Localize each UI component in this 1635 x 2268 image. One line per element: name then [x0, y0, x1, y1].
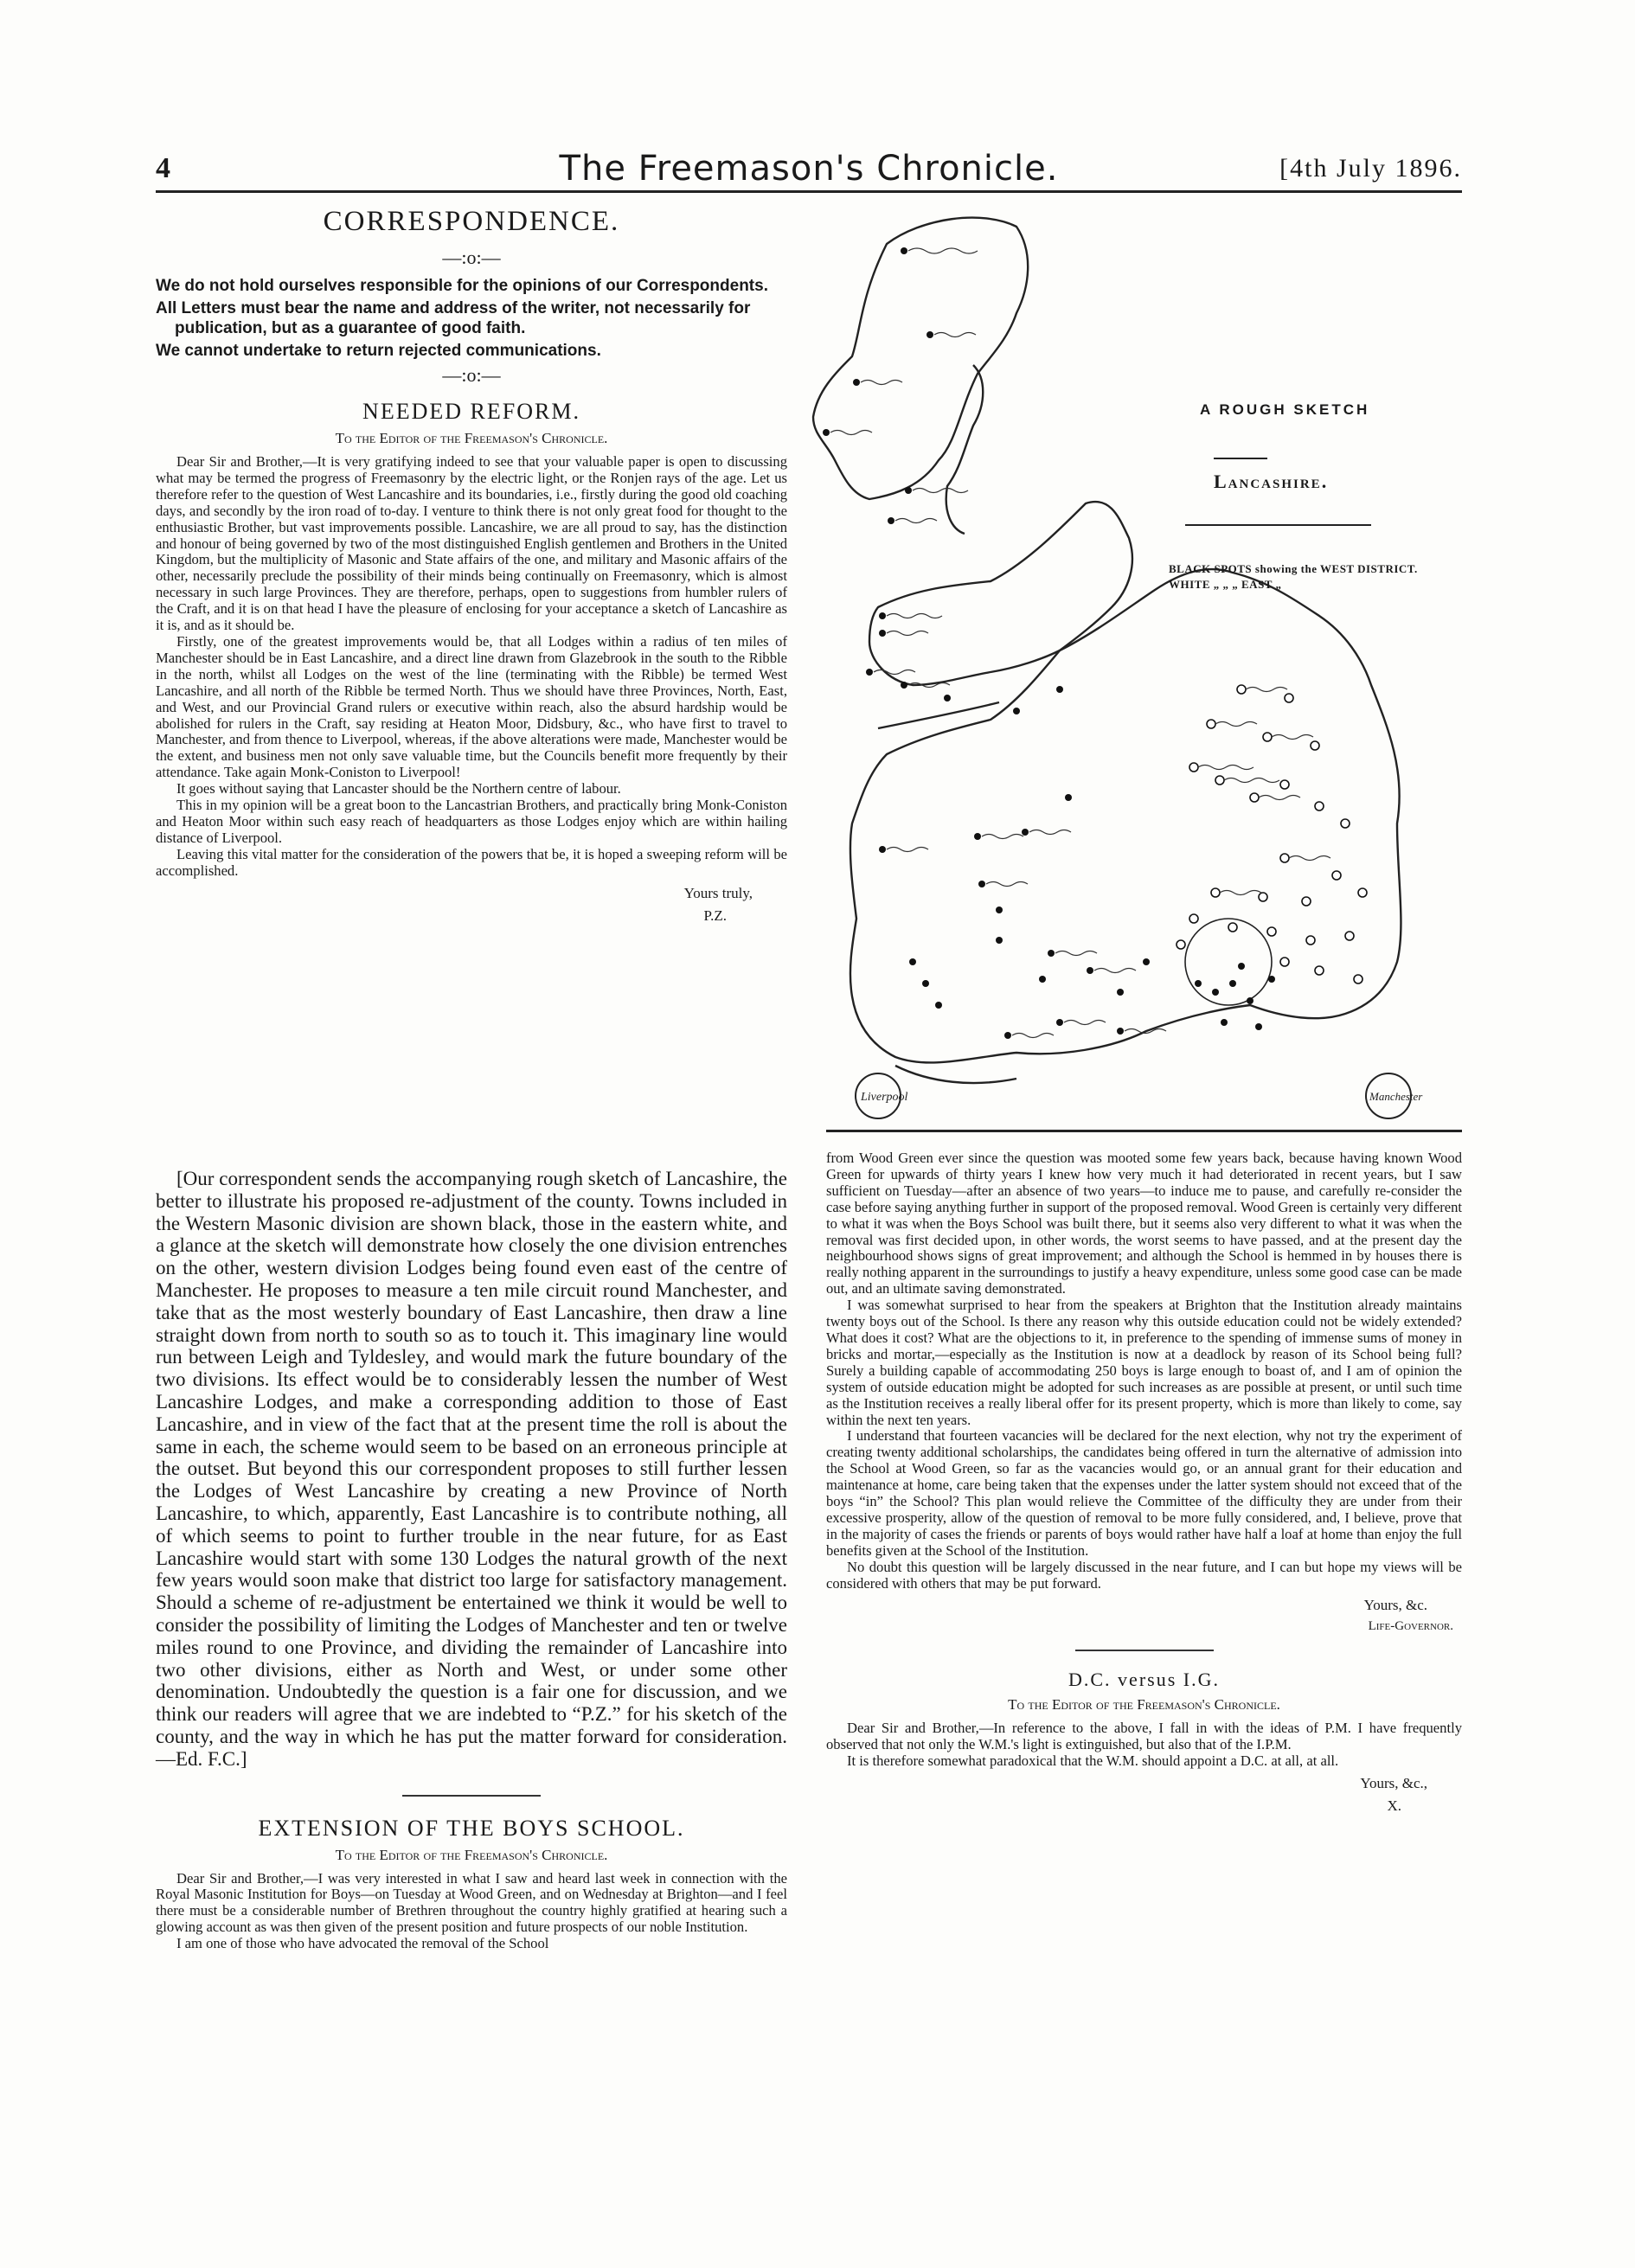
letter-paragraph: It goes without saying that Lancaster should be the Northern centre of labour. — [176, 780, 621, 798]
manchester-label: Manchester — [1369, 1090, 1423, 1103]
letter-signature: P.Z. — [703, 907, 727, 924]
to-editor-line: To the Editor of the Freemason's Chronicle. — [335, 1846, 608, 1863]
map-outline-south — [850, 569, 1401, 1062]
map-outline-bay — [946, 365, 984, 534]
letter-paragraph: Dear Sir and Brother,—I was very interested in what I saw and heard last week in connection with the Royal Masonic Institution for Boys—on Tuesday at Wood Green, and on Wednesday at Brighton—and I feel there must be a considerable number of Brethren throughout the country highly gratified at hearing such a glowing account as was then given of the present position and future prospects of our noble Institution. — [156, 1869, 787, 1936]
letter-paragraph: Dear Sir and Brother,—It is very gratifying indeed to see that your valuable paper is open to discussing what may be termed the progress of Freemasonry by the electric light, or the Ronjen rays of the age. Let us therefore refer to the question of West Lancashire and its boundaries, i.e., firstly during the good old coaching days, and secondly by the iron road of to-day. I venture to think there is not only great food for thought to the enthusiastic Brother, but vast improvements possible. Lancashire, we are all proud to say, has the distinction and honour of being governed by two of the most distinguished English gentlemen and Brothers in the United Kingdom, but the multiplicity of Masonic and State affairs of the one, and military and Masonic affairs of the other, necessarily preclude the possibility of their minds being continually on Freemasonry, which is almost necessary in such large Provinces. They are therefore, perhaps, open to suggestions from humbler rulers of the Craft, and it is on that head I have the pleasure of enclosing for your acceptance a sketch of Lancashire as it is, and as it should be. — [156, 453, 787, 634]
to-editor-line: To the Editor of the Freemason's Chronicle. — [335, 430, 608, 446]
letter-closing: Yours truly, — [683, 884, 753, 901]
map-subtitle: Lancashire. — [1214, 471, 1329, 492]
map-mersey — [895, 1066, 1016, 1083]
letter-signature: X. — [1387, 1797, 1401, 1815]
letter-closing: Yours, &c. — [1363, 1597, 1427, 1614]
letter-paragraph: Leaving this vital matter for the consideration of the powers that be, it is hoped a sweeping reform will be accomplished. — [156, 845, 787, 879]
disclaimer-notice: We do not hold ourselves responsible for the opinions of our Correspondents. — [156, 277, 768, 295]
west-district-spots — [823, 247, 1275, 1039]
liverpool-label: Liverpool — [861, 1091, 908, 1104]
letter-paragraph: Dear Sir and Brother,—In reference to the above, I fall in with the ideas of P.M. I have frequently observed that not only the W.M.'s light is extinguished, but also that of the I.P.M. — [826, 1720, 1462, 1753]
right-column — [826, 1150, 1462, 1818]
dc-ig-heading: D.C. versus I.G. — [1068, 1669, 1220, 1691]
town-name-scribbles — [830, 248, 1330, 1038]
disclaimer-notice: We cannot undertake to return rejected communications. — [156, 342, 601, 360]
map-legend-black: BLACK SPOTS showing the WEST DISTRICT. — [1169, 562, 1418, 575]
map-title: A ROUGH SKETCH — [1200, 401, 1370, 418]
separator: —:o:— — [442, 247, 501, 268]
map-outline-north — [813, 218, 1028, 499]
needed-reform-heading: NEEDED REFORM. — [362, 399, 580, 424]
map-outline-middle — [869, 502, 1132, 685]
page-number: 4 — [156, 152, 170, 184]
correspondence-heading: CORRESPONDENCE. — [323, 206, 620, 237]
lancashire-sketch-map — [800, 201, 1471, 1126]
masthead — [156, 145, 1462, 193]
boys-school-heading: EXTENSION OF THE BOYS SCHOOL. — [258, 1815, 685, 1841]
letter-signature: Life-Governor. — [1368, 1619, 1453, 1634]
to-editor-line: To the Editor of the Freemason's Chronicle. — [1008, 1696, 1280, 1714]
letter-paragraph: from Wood Green ever since the question was mooted some few years back, because having known Wood Green for upwards of thirty years I knew how very much it had deteriorated in recent years, but I saw sufficient on Tuesday—after an absence of two years—to induce me to pause, and carefully re-consider the case before saying anything further in support of the proposed removal. Wood Green is certainly very different to what it was when the Boys School was built there, but it seems also very different to what it was when the removal was first decided upon, in other words, the worst seems to have passed, and at the present day the neighbourhood shows signs of great improvement; and although the School is hemmed in by houses there is really nothing apparent in the surroundings to justify a heavy expenditure, unless some good case can be made out, and an ultimate saving demonstrated. — [826, 1150, 1462, 1297]
letter-paragraph: I am one of those who have advocated the removal of the School — [176, 1935, 549, 1952]
letter-paragraph: This in my opinion will be a great boon to the Lancastrian Brothers, and practically bring Monk-Coniston and Heaton Moor within such easy reach of headquarters as those Lodges enjoy which are within hailing distance of Liverpool. — [156, 797, 787, 846]
map-bottom-rule — [826, 1130, 1462, 1132]
disclaimer-notice: All Letters must bear the name and address of the writer, not necessarily for publication, but as a guarantee of good faith. — [156, 299, 751, 337]
map-drawing — [800, 201, 1471, 1126]
manchester-circuit — [1185, 919, 1272, 1005]
newspaper-title: The Freemason's Chronicle. — [559, 149, 1059, 189]
map-legend-white: WHITE „ „ „ EAST „ — [1169, 578, 1282, 591]
letter-paragraph: It is therefore somewhat paradoxical that the W.M. should appoint a D.C. at all, at all. — [847, 1752, 1339, 1770]
letter-paragraph: No doubt this question will be largely discussed in the near future, and I can but hope my views will be considered with others that may be put forward. — [826, 1558, 1462, 1592]
map-ribble — [878, 702, 999, 728]
east-district-spots — [1177, 685, 1367, 983]
section-divider — [1075, 1650, 1214, 1651]
correspondence-column — [156, 206, 787, 928]
separator: —:o:— — [442, 364, 501, 386]
editor-note-column — [156, 1168, 787, 1952]
letter-closing: Yours, &c., — [1360, 1775, 1427, 1792]
letter-paragraph: Firstly, one of the greatest improvements would be, that all Lodges within a radius of ten miles of Manchester should be in East Lancashire, and a direct line drawn from Glazebrook in the south to the Ribble in the north, whilst all Lodges on the west of the line (terminating with the Ribble) be termed West Lancashire, and all north of the Ribble be termed North. Thus we should have three Provinces, North, East, and West, and our Provincial Grand rulers or executive within reach, also the absurd hardship would be abolished for rulers in the Craft, say residing at Heaton Moor, Didsbury, &c., who have first to travel to Manchester, and from thence to Liverpool, whereas, if the above alterations were made, Manchester would be the extent, and business men not only save valuable time, but the Councils benefit more frequently by their attendance. Take again Monk-Coniston to Liverpool! — [156, 632, 787, 781]
letter-paragraph: I was somewhat surprised to hear from the speakers at Brighton that the Institution already maintains twenty boys out of the School. Is there any reason why this outside education could not be widely extended? What does it cost? What are the objections to it, in preference to the spending of immense sums of money in bricks and mortar,—especially as the Institution is now at a deadlock by reason of its School being full? Surely a building capable of accommodating 250 boys is large enough to boast of, and I am of opinion the system of outside education might be adopted for such increases as are possible at present, or until such time as the Institution receives a really liberal offer for its present property, which is more than likely to come, say within the next ten years. — [826, 1297, 1462, 1428]
editor-note: [Our correspondent sends the accompanying rough sketch of Lancashire, the better to illustrate his proposed re-adjustment of the county. Towns included in the Western Masonic division are shown black, those in the eastern white, and a glance at the sketch will demonstrate how closely the one division entrenches on the other, western division Lodges being found even east of the centre of Manchester. He proposes to measure a ten mile circuit round Manchester, and take that as the most westerly boundary of East Lancashire, then draw a line straight down from north to south so as to touch it. This imaginary line would run between Leigh and Tyldesley, and would mark the future boundary of the two divisions. Its effect would be to considerably lessen the number of West Lancashire Lodges, and make a corresponding addition to those of East Lancashire, and in view of the fact that at the present time the roll is about the same in each, the scheme would seem to be based on an erroneous principle at the outset. But beyond this our correspondent proposes to still further lessen the Lodges of West Lancashire by creating a new Province of North Lancashire, to which, apparently, East Lancashire is to contribute nothing, all of which seems to point to further trouble in the near future, for as East Lancashire would start with some 130 Lodges the natural growth of the next few years would soon make that district too large for satisfactory management. Should a scheme of re-adjustment be entertained we think it would be well to consider the possibility of limiting the Lodges of Manchester and ten or twelve miles round to one Province, and dividing the remainder of Lancashire into two other divisions, either as North and West, or under some other denomination. Undoubtedly the question is a fair one for discussion, and we think our readers will agree that we are indebted to “P.Z.” for his sketch of the county, and the way in which he has put the matter forward for consideration.—Ed. F.C.] — [156, 1168, 787, 1770]
issue-date: [4th July 1896. — [1279, 154, 1462, 183]
letter-paragraph: I understand that fourteen vacancies will be declared for the next election, why not try the experiment of creating twenty additional scholarships, the candidates being offered in turn the alternative of admission into the School at Wood Green, so far as the vacancies would go, or an annual grant for their education and maintenance at home, care being taken that the expenses under the latter system should not exceed that of the boys “in” the School? This plan would relieve the Committee of the difficulty they are under from their excessive prosperity, allow of the question of removal to be more fully considered, and, I believe, prove that in the majority of cases the friends or parents of boys would rather have half a loaf at home than enjoy the full benefits given at the School of the Institution. — [826, 1427, 1462, 1559]
section-divider — [402, 1795, 541, 1797]
